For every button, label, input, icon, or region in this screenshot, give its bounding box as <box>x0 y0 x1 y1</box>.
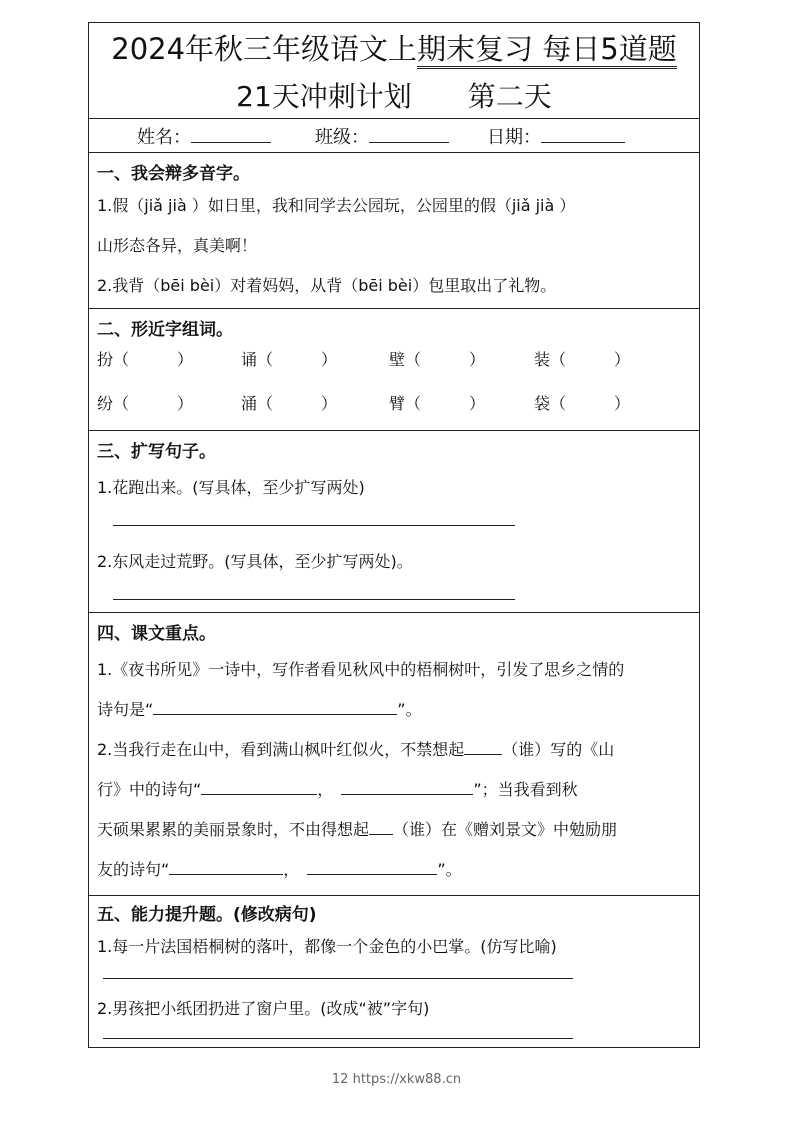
text: ”；当我看到秋 <box>473 780 578 799</box>
section-2 <box>89 309 699 431</box>
text: 天硕果累累的美丽景象时，不由得想起 <box>97 820 370 839</box>
name-field[interactable] <box>191 128 271 143</box>
class-field[interactable] <box>369 128 449 143</box>
question-text: 2.男孩把小纸团扔进了窗户里。(改成“被”字句) <box>97 999 430 1018</box>
text: （谁）在《赠刘景文》中勉励朋 <box>393 820 618 839</box>
info-row <box>89 119 699 153</box>
word-pair: 纷（ ） <box>97 394 194 413</box>
answer-blank[interactable] <box>201 780 317 795</box>
question-text: 2.我背（bēi bèi）对着妈妈，从背（bēi bèi）包里取出了礼物。 <box>97 276 557 295</box>
page-subtitle: 21天冲刺计划 第二天 <box>236 80 552 113</box>
word-pair: 涌（ ） <box>241 394 338 413</box>
page-title <box>89 27 699 68</box>
text: ， <box>283 860 292 879</box>
question-text <box>97 777 578 800</box>
question-text: 2.东风走过荒野。(写具体，至少扩写两处)。 <box>97 552 413 571</box>
word-pair: 袋（ ） <box>534 394 631 413</box>
answer-blank[interactable] <box>464 740 502 755</box>
text: （谁）写的《山 <box>502 740 615 759</box>
answer-blank[interactable] <box>169 860 283 875</box>
answer-line[interactable] <box>103 1038 573 1039</box>
title-block <box>89 23 699 119</box>
question-text <box>97 737 614 760</box>
question-text: 山形态各异，真美啊！ <box>97 236 258 255</box>
text: 行》中的诗句“ <box>97 780 202 799</box>
worksheet <box>88 22 700 1048</box>
answer-line[interactable] <box>113 599 515 600</box>
title-part2: 期末复习 每日5道题 <box>417 32 677 69</box>
text: ”。 <box>397 700 422 719</box>
question-text: 1.《夜书所见》一诗中，写作者看见秋风中的梧桐树叶，引发了思乡之情的 <box>97 660 625 679</box>
answer-line[interactable] <box>113 525 515 526</box>
text: 诗句是“ <box>97 700 154 719</box>
section-3 <box>89 431 699 613</box>
section-5 <box>89 896 699 1049</box>
answer-blank[interactable] <box>153 700 397 715</box>
word-pair: 装（ ） <box>534 350 631 369</box>
question-text: 1.花跑出来。(写具体，至少扩写两处) <box>97 478 365 497</box>
question-text <box>97 817 617 840</box>
section-1 <box>89 153 699 309</box>
question-text <box>97 857 462 880</box>
question-text: 1.每一片法国梧桐树的落叶，都像一个金色的小巴掌。(仿写比喻) <box>97 937 557 956</box>
class-label: 班级： <box>315 127 369 148</box>
title-part1: 2024年秋三年级语文上 <box>111 32 418 66</box>
text: ”。 <box>437 860 462 879</box>
section-4 <box>89 613 699 896</box>
text: ， <box>317 780 326 799</box>
date-label: 日期： <box>487 127 541 148</box>
answer-blank[interactable] <box>341 780 473 795</box>
word-pair: 诵（ ） <box>241 350 338 369</box>
answer-blank[interactable] <box>369 820 393 835</box>
word-pair: 扮（ ） <box>97 350 194 369</box>
date-field[interactable] <box>541 128 625 143</box>
word-pair: 壁（ ） <box>389 350 486 369</box>
section-heading: 一、我会辩多音字。 <box>97 164 250 184</box>
section-heading: 五、能力提升题。(修改病句) <box>97 905 317 925</box>
text: 2.当我行走在山中，看到满山枫叶红似火，不禁想起 <box>97 740 465 759</box>
question-text: 1.假（jiǎ jià ）如日里，我和同学去公园玩，公园里的假（jiǎ jià ） <box>97 196 576 215</box>
section-heading: 四、课文重点。 <box>97 624 216 644</box>
answer-blank[interactable] <box>307 860 437 875</box>
answer-line[interactable] <box>103 978 573 979</box>
word-pair: 臂（ ） <box>389 394 486 413</box>
section-heading: 三、扩写句子。 <box>97 442 216 462</box>
name-label: 姓名： <box>137 127 191 148</box>
page-footer: 12 https://xkw88.cn <box>331 1072 462 1087</box>
text: 友的诗句“ <box>97 860 170 879</box>
question-text <box>97 697 422 720</box>
section-heading: 二、形近字组词。 <box>97 320 233 340</box>
